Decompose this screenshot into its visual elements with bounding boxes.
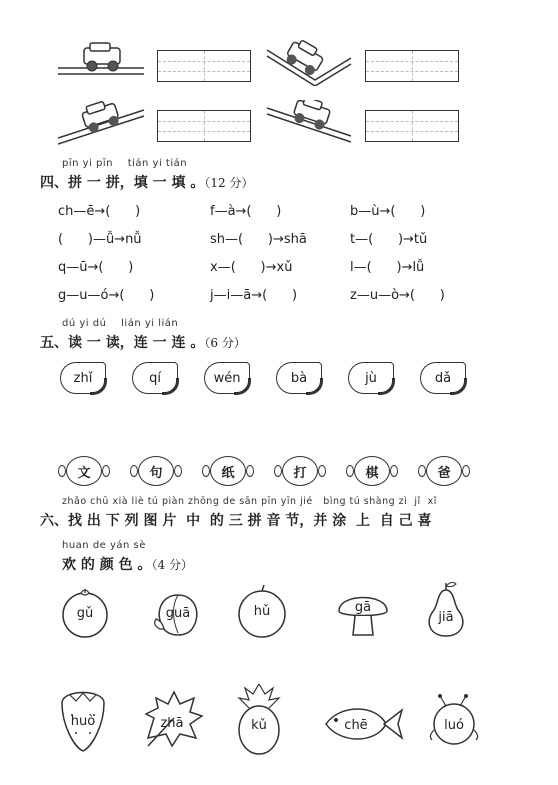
character-badge[interactable]: 句 xyxy=(138,456,174,486)
section6-pinyin-line1: zhǎo chū xià liè tú piàn zhōng de sān pīn yīn jié bìng tú shàng zì jǐ xǐ xyxy=(62,496,437,507)
character-badge[interactable]: 打 xyxy=(282,456,318,486)
section4-pinyin: pīn yi pīn tián yi tián xyxy=(62,158,188,169)
leaf-pinyin[interactable]: wén xyxy=(204,362,250,394)
picture-label: hǔ xyxy=(253,604,271,619)
section6-title-line1: 六、找 出 下 列 图 片 中 的 三 拼 音 节，并 涂 上 自 己 喜 xyxy=(40,513,432,529)
exercise-item[interactable]: j—i—ā→( ) xyxy=(210,288,298,303)
picture-label: luó xyxy=(444,718,464,733)
section6-title-text: 欢 的 颜 色 。 xyxy=(62,557,152,573)
character-badge[interactable]: 纸 xyxy=(210,456,246,486)
exercise-item[interactable]: l—( )→lǚ xyxy=(350,260,425,275)
exercise-item[interactable]: g—u—ó→( ) xyxy=(58,288,155,303)
picture-label: gā xyxy=(354,600,372,615)
picture-label: jiā xyxy=(438,610,454,625)
section5-title-text: 五、读 一 读，连 一 连 。 xyxy=(40,335,205,351)
character-badge[interactable]: 爸 xyxy=(426,456,462,486)
section4-points: （12 分） xyxy=(204,176,254,190)
section5-title xyxy=(40,332,246,352)
car-downhill-icon xyxy=(265,38,353,86)
exercise-item[interactable]: sh—( )→shā xyxy=(210,232,307,247)
exercise-item[interactable]: q—ū→( ) xyxy=(58,260,134,275)
answer-box[interactable] xyxy=(365,110,459,142)
section6-pinyin-line2: huan de yán sè xyxy=(62,540,146,551)
section5-points: （6 分） xyxy=(204,336,246,350)
picture-label: chē xyxy=(344,718,368,733)
exercise-item[interactable]: x—( )→xǔ xyxy=(210,260,293,275)
leaf-pinyin[interactable]: zhǐ xyxy=(60,362,106,394)
car-uphill-icon xyxy=(58,100,146,145)
section4-title-text: 四、拼 一 拼，填 一 填 。 xyxy=(40,175,205,191)
exercise-item[interactable]: t—( )→tǔ xyxy=(350,232,428,247)
leaf-pinyin[interactable]: bà xyxy=(276,362,322,394)
car-slope-down-icon xyxy=(265,100,353,145)
picture-label: huò xyxy=(70,714,96,729)
exercise-item[interactable]: f—à→( ) xyxy=(210,204,282,219)
exercise-item[interactable]: ch—ē→( ) xyxy=(58,204,141,219)
leaf-pinyin[interactable]: dǎ xyxy=(420,362,466,394)
picture-label: guā xyxy=(165,606,191,621)
section6-title-line2 xyxy=(62,554,193,574)
exercise-item[interactable]: b—ù→( ) xyxy=(350,204,426,219)
section4-title xyxy=(40,172,253,192)
picture-label: zhā xyxy=(160,716,184,731)
character-badge[interactable]: 文 xyxy=(66,456,102,486)
car-flat-road-icon xyxy=(58,40,146,85)
picture-label: gǔ xyxy=(76,606,94,621)
character-badge[interactable]: 棋 xyxy=(354,456,390,486)
picture-label: kǔ xyxy=(251,718,267,733)
section6-points: （4 分） xyxy=(151,558,193,572)
answer-box[interactable] xyxy=(365,50,459,82)
exercise-item[interactable]: z—u—ò→( ) xyxy=(350,288,445,303)
answer-box[interactable] xyxy=(157,110,251,142)
answer-box[interactable] xyxy=(157,50,251,82)
exercise-item[interactable]: ( )—ǚ→nǚ xyxy=(58,232,142,247)
leaf-pinyin[interactable]: qí xyxy=(132,362,178,394)
section5-pinyin: dú yi dú lián yi lián xyxy=(62,318,179,329)
leaf-pinyin[interactable]: jù xyxy=(348,362,394,394)
